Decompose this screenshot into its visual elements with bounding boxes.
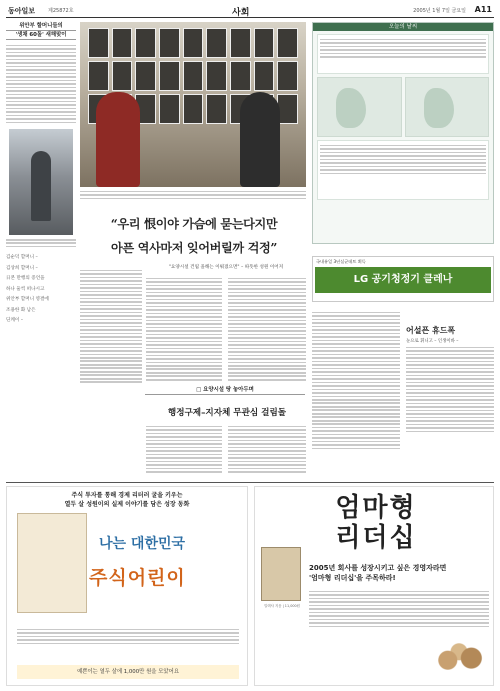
main-headline <box>80 212 308 264</box>
right-column-article <box>312 310 494 475</box>
weather-box <box>312 22 494 244</box>
headline-line-2: 아픈 역사마저 잊어버릴까 걱정” <box>111 241 277 255</box>
article-column <box>146 276 222 384</box>
article-column <box>80 268 142 384</box>
article-column <box>228 424 306 478</box>
quote-line: 조용한 화 남은 <box>6 307 36 313</box>
article-column <box>146 424 222 478</box>
main-photo <box>80 22 306 187</box>
statue-caption <box>6 237 76 249</box>
ad-body-text <box>309 589 489 629</box>
quote-line: 하나 둘씩 떠나시고 <box>6 286 45 292</box>
weather-map <box>405 77 490 137</box>
edition-number: 제25872호 <box>48 8 74 14</box>
book-cover <box>261 547 301 601</box>
quote-line: 김순덕 할머니 – <box>6 255 38 261</box>
headline-line-1: “우리 恨이야 가슴에 묻는다지만 <box>110 217 278 231</box>
weather-map <box>317 77 402 137</box>
weather-forecast-table <box>317 34 489 74</box>
quote-line: 위안부 할머니 영결에 <box>6 297 49 303</box>
article-column <box>228 276 306 384</box>
masthead <box>6 4 494 18</box>
book-title-line-1: 나는 대한민국 <box>99 536 186 552</box>
statue-photo <box>9 129 73 235</box>
person-figure <box>96 92 140 187</box>
column-subtitle: 눈으로 휘니고 – 인생이바 – <box>406 339 459 344</box>
section-title: 사회 <box>232 8 250 18</box>
quote-line: 딘케이 – <box>6 318 24 324</box>
ad-top-text: 국내유일 3년실균데트 획득 <box>316 259 366 264</box>
book-title: 엄마형 리더십 <box>335 493 417 553</box>
weather-title: 오늘의 날씨 <box>313 23 493 31</box>
book-ad-leadership <box>254 486 494 686</box>
air-purifier-ad <box>312 256 494 302</box>
person-figure <box>240 92 280 187</box>
main-photo-caption <box>80 189 306 201</box>
left-column <box>6 22 76 478</box>
ad-headline: 주식 투자를 통해 경제 리터러 굴을 키우는 열두 살 성원이의 실제 이야기를 담은 성장 동화 <box>64 492 190 508</box>
figurines-illustration <box>431 635 487 677</box>
column-title: 어설픈 휴드폭 <box>406 325 456 335</box>
article-column <box>312 310 400 451</box>
quote-line: 日본 만행의 증언을 <box>6 276 45 282</box>
article-subhead: □ 요양시설 땅 놓아두며 <box>145 386 305 395</box>
book-cover <box>17 513 87 613</box>
book-ad-stock-kid <box>6 486 248 686</box>
weather-maps <box>317 77 489 137</box>
left-column-subtitle: '생채 60돌' 새해맞이 <box>6 30 76 40</box>
page-number: A11 <box>474 5 492 14</box>
article-deck: "요양시설 건립 올해는 이뤄졌으면" – 따뜻한 성원 이어져 <box>168 265 284 270</box>
ad-deck: 2005년 회사를 성장시키고 싶은 경영자라면 '엄마형 리더십'을 주목하라! <box>309 564 447 582</box>
ad-band: LG 공기청정기 클레나 <box>315 267 491 293</box>
paper-name: 동아일보 <box>8 7 36 15</box>
quote-line: 김상희 할머니 – <box>6 265 38 271</box>
article-column <box>406 345 494 434</box>
secondary-headline: 행정구제–지자체 무관심 걸림돌 <box>167 408 287 418</box>
left-column-title: 위안부 할머니들의 <box>19 23 63 29</box>
book-caption: 밀렉샤 지음 | 11,000원 <box>264 604 300 608</box>
section-divider <box>6 482 494 483</box>
left-column-quotes <box>6 253 76 327</box>
weather-details <box>317 140 489 200</box>
issue-date: 2005년 1월 7일 금요일 <box>413 8 466 14</box>
book-title-line-2: 주식어린이 <box>89 567 186 589</box>
ad-body-text <box>17 627 239 646</box>
left-column-body <box>6 43 76 125</box>
ad-footer: 예쁜이는 열두 살에 1,000만 원을 모았어요 <box>17 665 239 679</box>
